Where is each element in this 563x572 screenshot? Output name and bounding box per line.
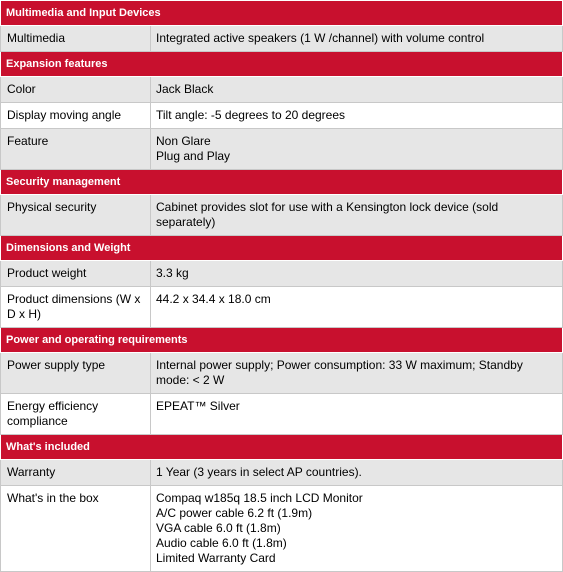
section-header-row: [1, 1, 563, 26]
spec-label: Display moving angle: [1, 103, 151, 129]
spec-table-body: [1, 1, 563, 572]
spec-label: Product weight: [1, 261, 151, 287]
section-title: Dimensions and Weight: [1, 236, 563, 261]
spec-value: [151, 460, 563, 486]
section-header-row: [1, 328, 563, 353]
spec-value-line: 3.3 kg: [156, 266, 189, 280]
spec-row: [1, 353, 563, 394]
spec-value-line: Internal power supply; Power consumption: 33 W maximum; Standby mode: < 2 W: [156, 358, 523, 387]
spec-value: [151, 103, 563, 129]
spec-row: [1, 394, 563, 435]
spec-label: Feature: [1, 129, 151, 170]
spec-value-line: Tilt angle: -5 degrees to 20 degrees: [156, 108, 346, 122]
spec-value-line: VGA cable 6.0 ft (1.8m): [156, 521, 281, 535]
spec-row: [1, 486, 563, 572]
section-title: What's included: [1, 435, 563, 460]
spec-value-line: Compaq w185q 18.5 inch LCD Monitor: [156, 491, 363, 505]
spec-value-line: Integrated active speakers (1 W /channel) with volume control: [156, 31, 485, 45]
spec-label: Product dimensions (W x D x H): [1, 287, 151, 328]
spec-label: Physical security: [1, 195, 151, 236]
spec-value: [151, 394, 563, 435]
spec-value-line: Audio cable 6.0 ft (1.8m): [156, 536, 287, 550]
spec-value: [151, 261, 563, 287]
spec-value-line: Non Glare: [156, 134, 211, 148]
spec-row: [1, 103, 563, 129]
section-title: Security management: [1, 170, 563, 195]
section-header-row: [1, 170, 563, 195]
spec-value: [151, 195, 563, 236]
spec-value: [151, 129, 563, 170]
spec-value-line: Jack Black: [156, 82, 214, 96]
spec-label: What's in the box: [1, 486, 151, 572]
spec-value-line: 1 Year (3 years in select AP countries).: [156, 465, 362, 479]
spec-value-line: A/C power cable 6.2 ft (1.9m): [156, 506, 313, 520]
spec-label: Warranty: [1, 460, 151, 486]
section-title: Power and operating requirements: [1, 328, 563, 353]
spec-row: [1, 129, 563, 170]
section-header-row: [1, 236, 563, 261]
section-title: Expansion features: [1, 52, 563, 77]
spec-value-line: Cabinet provides slot for use with a Kensington lock device (sold separately): [156, 200, 499, 229]
spec-value-line: Limited Warranty Card: [156, 551, 276, 565]
spec-row: [1, 287, 563, 328]
spec-label: Energy efficiency compliance: [1, 394, 151, 435]
spec-label: Multimedia: [1, 26, 151, 52]
spec-value-line: Plug and Play: [156, 149, 231, 163]
section-title: Multimedia and Input Devices: [1, 1, 563, 26]
spec-value-line: 44.2 x 34.4 x 18.0 cm: [156, 292, 271, 306]
spec-value: [151, 26, 563, 52]
spec-row: [1, 195, 563, 236]
spec-value-line: EPEAT™ Silver: [156, 399, 240, 413]
spec-value: [151, 353, 563, 394]
spec-value: [151, 287, 563, 328]
section-header-row: [1, 52, 563, 77]
section-header-row: [1, 435, 563, 460]
spec-row: [1, 26, 563, 52]
spec-row: [1, 77, 563, 103]
spec-label: Color: [1, 77, 151, 103]
spec-value: [151, 77, 563, 103]
spec-value: [151, 486, 563, 572]
spec-row: [1, 460, 563, 486]
spec-row: [1, 261, 563, 287]
spec-label: Power supply type: [1, 353, 151, 394]
